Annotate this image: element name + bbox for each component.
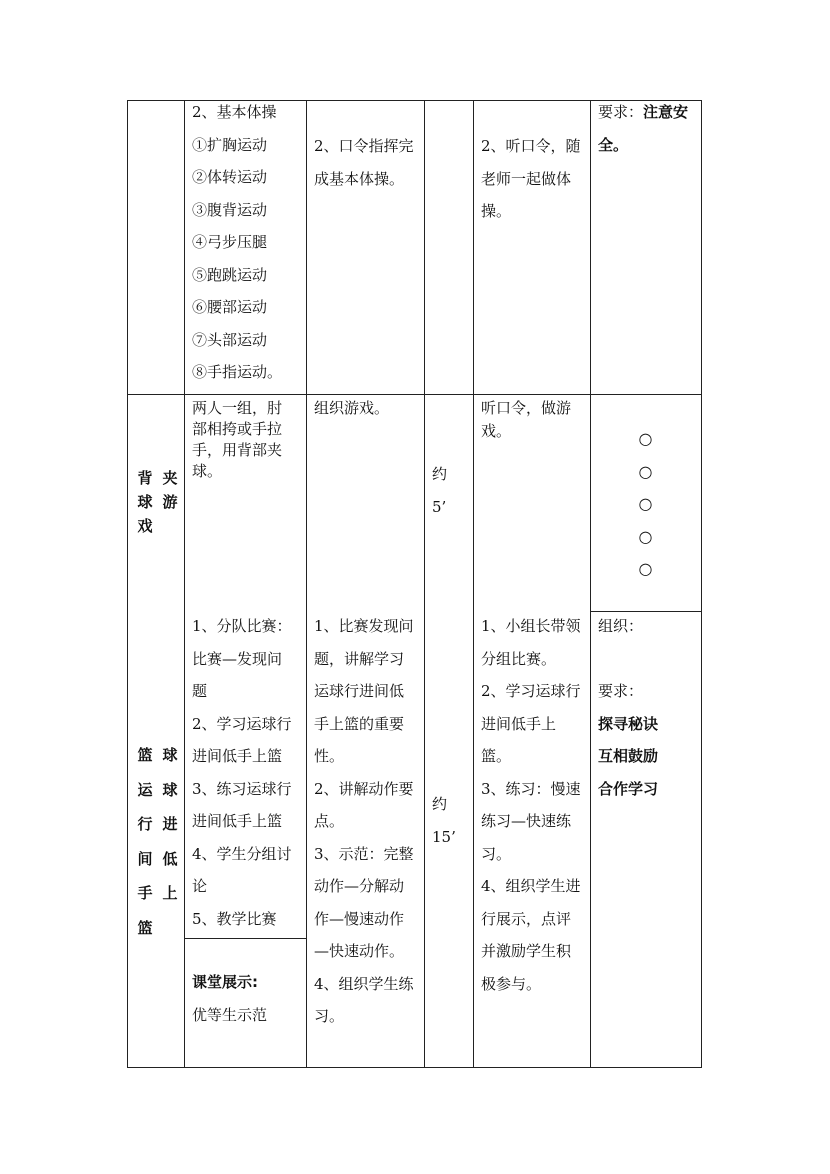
main-student-line: 极参与。 [481,974,542,993]
organization-label: 组织： [598,617,644,635]
main-teacher-line: 作—慢速动作 [314,909,405,928]
table-bottom-border [127,1067,701,1068]
main-teacher-line: 3、示范：完整 [314,844,414,863]
main-time-line: 15’ [432,827,456,846]
main-content-line: 进间低手上篮 [192,747,283,765]
main-title-col2: 球球进低上 [162,746,178,902]
main-teacher-line: 题，讲解学习 [314,649,405,668]
main-teacher-line: 性。 [314,747,345,765]
warmup-content-line: ①扩胸运动 [192,135,268,154]
formation-circle: ○ [638,429,653,448]
organization-spacer [598,643,658,676]
game-time-cell [432,458,447,523]
table-left-border [127,100,128,1068]
game-teacher-text: 组织游戏。 [314,399,390,417]
game-teacher-cell [314,392,389,425]
requirement-text: 注意安 [643,103,689,121]
warmup-content-line: ③腹背运动 [192,200,268,219]
formation-circle: ○ [638,559,653,578]
warmup-content-cell [192,96,282,389]
game-content-line: 两人一组，肘 [192,399,283,417]
game-time-line: 约 [432,465,448,483]
col-divider-2 [306,100,307,1068]
main-student-line: 进间低手上 [481,714,557,733]
warmup-teacher-line: 2、口令指挥完 [314,137,414,155]
showcase-divider [184,938,306,939]
main-student-line: 3、练习：慢速 [481,779,581,798]
warmup-requirement-cell [598,96,688,161]
main-teacher-line: 点。 [314,812,345,830]
main-teacher-line: 动作—分解动 [314,877,405,895]
game-content-cell [192,398,282,482]
main-content-line: 进间低手上篮 [192,812,283,830]
game-time-line: 5’ [432,497,447,516]
main-title-col1: 篮运行间手篮 [137,746,153,937]
main-student-line: 2、学习运球行 [481,682,581,700]
col-divider-1 [184,100,185,1068]
game-content-line: 球。 [192,462,223,480]
game-content-line: 手，用背部夹 [192,441,283,459]
main-student-line: 分组比赛。 [481,649,557,668]
game-content-line: 部相挎或手拉 [192,420,283,438]
formation-circle: ○ [638,494,653,513]
row-divider-warmup-game [127,394,701,395]
col-divider-4 [473,100,474,1068]
main-teacher-cell [314,610,414,1033]
warmup-content-line: ②体转运动 [192,168,268,186]
warmup-student-line: 老师一起做体 [481,169,572,188]
main-content-line: 4、学生分组讨 [192,844,292,863]
warmup-content-line: ④弓步压腿 [192,233,268,251]
warmup-content-line: ⑤跑跳运动 [192,265,268,284]
warmup-student-line: 操。 [481,202,512,220]
game-student-line: 戏。 [481,421,512,440]
main-student-line: 4、组织学生进 [481,877,581,895]
main-teacher-line: 2、讲解动作要 [314,779,414,798]
main-content-line: 题 [192,682,208,700]
formation-circle: ○ [638,526,653,546]
warmup-teacher-cell [314,130,414,195]
warmup-student-line: 2、听口令，随 [481,137,581,155]
main-teacher-line: 习。 [314,1007,345,1025]
warmup-teacher-line: 成基本体操。 [314,169,405,188]
showcase-text: 优等生示范 [192,1005,268,1024]
main-student-line: 篮。 [481,747,512,765]
main-content-line: 2、学习运球行 [192,714,292,733]
main-organization-cell [598,610,658,805]
game-student-line: 听口令，做游 [481,399,572,417]
main-content-line: 3、练习运球行 [192,779,292,798]
main-content-line: 5、教学比赛 [192,909,277,928]
warmup-content-line: ⑥腰部运动 [192,298,268,316]
requirement-item: 合作学习 [598,779,659,798]
game-title-col1: 背球戏 [137,469,153,535]
game-student-cell [481,392,571,447]
showcase-label: 课堂展示: [192,973,258,991]
main-student-line: 行展示，点评 [481,909,572,928]
main-time-cell [432,788,456,853]
main-student-line: 并激励学生积 [481,942,572,960]
game-title-col2: 夹游 [162,469,178,511]
warmup-content-line: ⑧手指运动。 [192,363,283,381]
main-student-cell [481,610,581,1000]
main-time-line: 约 [432,795,448,813]
main-content-line: 1、分队比赛： [192,617,292,635]
warmup-content-line: ⑦头部运动 [192,330,268,349]
requirement-label: 要求： [598,103,644,121]
main-teacher-line: 4、组织学生练 [314,974,414,993]
requirement-item: 互相鼓励 [598,747,659,765]
requirement-label: 要求： [598,682,644,700]
main-teacher-line: 手上篮的重要 [314,714,405,733]
main-student-line: 练习—快速练 [481,812,572,830]
col-divider-3 [424,100,425,1068]
main-showcase-cell [192,966,267,1031]
warmup-requirement-line-2: 全。 [598,135,629,154]
warmup-content-line: 2、基本体操 [192,103,277,121]
warmup-student-cell [481,130,581,228]
main-teacher-line: 运球行进间低 [314,682,405,700]
requirement-item: 探寻秘诀 [598,714,659,733]
table-right-border [701,100,702,1068]
formation-circle: ○ [638,461,653,481]
game-formation-cell [590,423,701,586]
main-student-line: 1、小组长带领 [481,617,581,635]
main-teacher-line: —快速动作。 [314,942,405,960]
main-content-cell [192,610,292,935]
warmup-requirement-line-1 [598,96,688,129]
main-content-line: 论 [192,877,208,895]
main-content-line: 比赛—发现问 [192,649,283,668]
main-teacher-line: 1、比赛发现问 [314,617,414,635]
main-student-line: 习。 [481,844,512,863]
